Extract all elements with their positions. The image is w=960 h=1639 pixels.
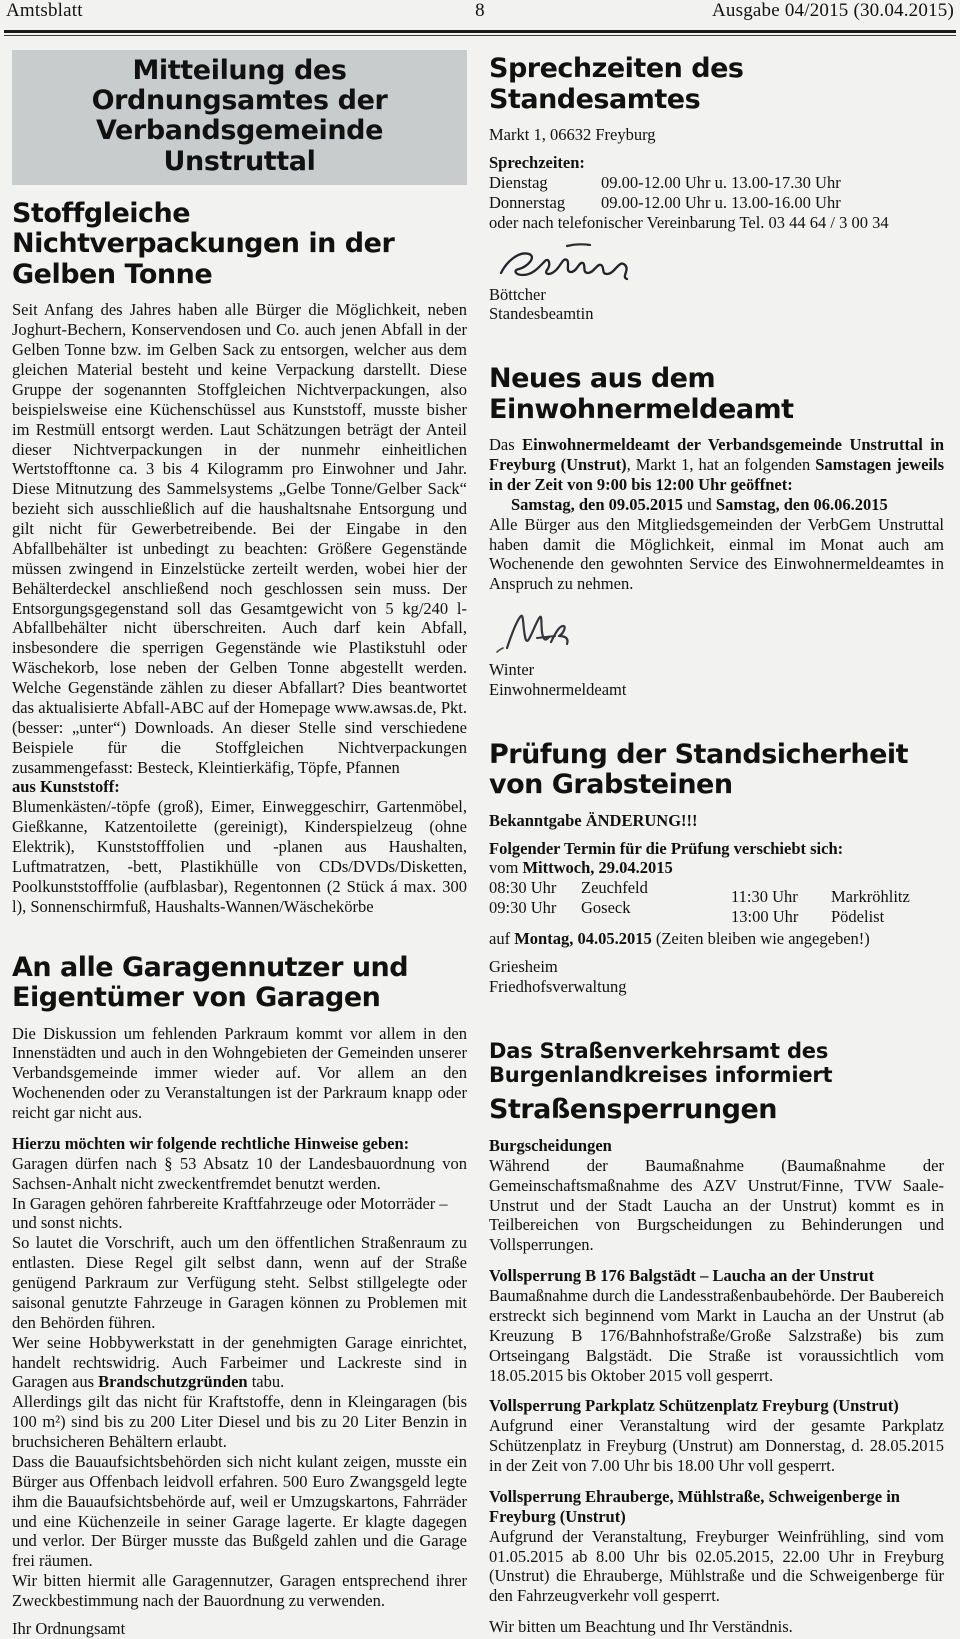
grabsteine-from-date: Mittwoch, 29.04.2015 xyxy=(522,858,673,878)
ema-text-a: Das xyxy=(489,435,523,455)
hours-times: 09.00-12.00 Uhr u. 13.00-16.00 Uhr xyxy=(601,192,841,212)
hours-day: Donnerstag xyxy=(489,192,566,212)
address-gap xyxy=(489,145,944,153)
announce-gap xyxy=(489,831,944,839)
article-heading-garagen: An alle Garagennutzer und Eigentümer von Garagen xyxy=(12,951,409,1014)
right-column xyxy=(489,50,944,1639)
garagen-brandschutz-bold: Brandschutzgründen xyxy=(98,1372,248,1392)
standesamt-hours-table xyxy=(489,173,944,213)
schedule-time: 11:30 Uhr xyxy=(731,887,798,907)
article-heading-strassenverkehrsamt: Das Straßenverkehrsamt des Burgenlandkreises informiert xyxy=(489,1038,833,1088)
masthead-issue-info: Ausgabe 04/2015 (30.04.2015) xyxy=(711,0,954,21)
masthead-page-number: 8 xyxy=(475,0,485,21)
ema-hours-bold: Samstagen jeweils in der Zeit von 9:00 bis 12:00 Uhr geöffnet: xyxy=(489,455,944,494)
article-body-stoffgleiche: Seit Anfang des Jahres haben alle Bürger die Möglichkeit, neben Joghurt-Bechern, Konservendosen und Co. auch jenen Abfall in der Gelben Tonne bzw. im Gelben Sack zu entsorgen, welcher aus dem gleichen Material besteht und keine Verpackung darstellt. Diese Gruppe der sogenannten Stoffgleichen Nichtverpackungen, also beispielsweise eine Küchenschüssel aus Kunststoff, musste bisher im Restmüll entsorgt werden. Laut Schätzungen beträgt der Anteil dieser Nichtverpackungen in der nunmehr einheitlichen Wertstofftonne ca. 3 bis 4 Kilogramm pro Einwohner und Jahr. Diese Mitnutzung des Sammelsystems „Gelbe Tonne/Gelber Sack“ bezieht sich ausschließlich auf die haushaltsnahe Entsorgung und gilt nicht für Gewerbetreibende. Bei der Eingabe in den Abfallbehälter ist unbedingt zu beachten: Größere Gegenstände müssen zwingend in Einzelstücke zerteilt werden, wobei hier der Behälterdeckel anschließend noch geschlossen sein muss. Der Entsorgungsgegenstand soll das Gesamtgewicht von 5 kg/240 l-Abfallbehälter nicht überschreiten. Auch darf kein Abfall, insbesondere die sperrigen Gegenstände wie Plastikstuhl oder Wäschekorb, lose neben der Gelben Tonne abgestellt werden. Welche Gegenstände zählen zu dieser Abfallart? Dies beantwortet das aktualisierte Abfall-ABC auf der Homepage www.awsas.de, Pkt. (besser: „unter“) Downloads. An dieser Stelle sind verschiedene Beispiele für die Stoffgleichen Nichtverpackungen zusammengefasst: Besteck, Kleintierkäfig, Töpfe, Pfannen xyxy=(12,300,467,777)
einwohnermeldeamt-body: Alle Bürger aus den Mitgliedsgemeinden der VerbGem Unstruttal haben damit die Möglichkeit, einmal im Monat auch am Wochenende den gewohnten Service des Einwohnermeldeamtes in Anspruch zu nehmen. xyxy=(489,514,944,594)
grabsteine-signer-role: Friedhofsverwaltung xyxy=(489,976,627,996)
signoff-gap xyxy=(12,1611,467,1619)
garagen-para-bauaufsicht: Dass die Bauaufsichtsbehörden sich nicht kulant zeigen, musste ein Bürger aus Offenbach leidvoll erfahren. 500 Euro Zwangsgeld legte ihm die Bauaufsichtsbehörde auf, weil er Umzugskartons, Fahrräder und eine Küchenzeile in seiner Garage lagerte. Er klagte dagegen und verlor. Der Bürger musste das Bußgeld zahlen und die Garage frei räumen. xyxy=(12,1451,467,1571)
standesamt-signer-role: Standesbeamtin xyxy=(489,304,594,324)
garagen-para-fahrzeuge: In Garagen gehören fahrbereite Kraftfahrzeuge oder Motorräder – und sonst nichts. xyxy=(12,1193,448,1233)
garagen-hobby-text-a: Wer seine Hobbywerkstatt in der genehmigten Garage einrichtet, handelt rechtswidrig. Auch Farbeimer und Lackreste sind in Garagen aus xyxy=(12,1332,467,1392)
ema-date-first: Samstag, den 09.05.2015 xyxy=(511,494,683,514)
grabsteine-to-date: Montag, 04.05.2015 xyxy=(514,929,652,949)
ema-office-bold: Einwohnermeldeamt der Verbandsgemeinde Unstruttal in Freyburg (Unstrut) xyxy=(489,435,944,474)
ordnungsamt-banner-title: Mitteilung des Ordnungsamtes der Verbandsgemeinde Unstruttal xyxy=(12,50,467,185)
ema-date-second: Samstag, den 06.06.2015 xyxy=(715,494,888,514)
schedule-place: Goseck xyxy=(581,898,631,918)
grabsteine-announcement: Bekanntgabe ÄNDERUNG!!! xyxy=(489,810,698,830)
schedule-place: Zeuchfeld xyxy=(581,878,648,898)
grabsteine-to-line xyxy=(489,929,944,949)
garagen-para-vorschrift: So lautet die Vorschrift, auch um den öffentlichen Straßenraum zu entlasten. Diese Regel gilt selbst dann, wenn auf der Straße genügend Parkraum zur Verfügung steht. Selbst stillgelegte oder saisonal genutzte Fahrzeuge in Garagen können zu Problemen mit den Behörden führen. xyxy=(12,1233,467,1332)
article-heading-sprechzeiten: Sprechzeiten des Standesamtes xyxy=(489,53,744,115)
schedule-place: Markröhlitz xyxy=(831,887,910,907)
sperrung-body: Während der Baumaßnahme (Baumaßnahme der Gemeinschaftsmaßnahme des AZV Unstrut/Finne, TVW Saale-Unstrut und der Stadt Laucha an der Unstrut) kommt es in Teilbereichen von Burgscheidungen zu Behinderungen und Vollsperrungen. xyxy=(489,1155,944,1255)
standesamt-signer-name: Böttcher xyxy=(489,284,546,304)
grabsteine-to-note: (Zeiten bleiben wie angegeben!) xyxy=(651,929,870,949)
signoff-gap xyxy=(489,949,944,957)
subheading-aus-kunststoff: aus Kunststoff: xyxy=(12,777,120,797)
garagen-para-kraftstoffe: Allerdings gilt das nicht für Kraftstoffe, denn in Kleingaragen (bis 100 m²) sind bis zu 200 Liter Diesel und bis zu 20 Liter Benzin in bruchsicheren Behältern erlaubt. xyxy=(12,1392,467,1452)
masthead-publication-name: Amtsblatt xyxy=(6,0,83,21)
grabsteine-from-label: vom xyxy=(489,858,523,878)
article-heading-grabsteine: Prüfung der Standsicherheit von Grabsteinen xyxy=(489,738,909,801)
sperrung-title: Vollsperrung Ehrauberge, Mühlstraße, Schweigenberge in Freyburg (Unstrut) xyxy=(489,1486,900,1526)
sperrung-body: Aufgrund der Veranstaltung, Freyburger Weinfrühling, sind vom 01.05.2015 ab 8.00 Uhr bis 02.05.2015, 22.00 Uhr in Freyburg (Unstrut) die Ehrauberge, Mühlstraße und die Schweigenberge für den Fahrzeugverkehr voll gesperrt. xyxy=(489,1526,944,1606)
signature-boettcher xyxy=(493,239,653,283)
standesamt-address: Markt 1, 06632 Freyburg xyxy=(489,125,656,144)
garagen-para-paragraph53: Garagen dürfen nach § 53 Absatz 10 der Landesbauordnung von Sachsen-Anhalt nicht zweckentfremdet benutzt werden. xyxy=(12,1153,467,1193)
standesamt-appointment-note: oder nach telefonischer Vereinbarung Tel. 03 44 64 / 3 00 34 xyxy=(489,212,889,232)
standesamt-hours-label: Sprechzeiten: xyxy=(489,152,585,172)
article-heading-stoffgleiche: Stoffgleiche Nichtverpackungen in der Gelben Tonne xyxy=(12,197,395,290)
sperrung-body: Aufgrund einer Veranstaltung wird der gesamte Parkplatz Schützenplatz in Freyburg (Unstrut) am Donnerstag, d. 28.05.2015 in der Zeit von 7.00 Uhr bis 18.00 Uhr voll gesperrt. xyxy=(489,1416,944,1476)
article-heading-einwohnermeldeamt: Neues aus dem Einwohnermeldeamt xyxy=(489,363,794,425)
left-column xyxy=(12,50,467,1639)
grabsteine-lead: Folgender Termin für die Prüfung verschiebt sich: xyxy=(489,838,844,858)
hours-times: 09.00-12.00 Uhr u. 13.00-17.30 Uhr xyxy=(601,172,841,192)
einwohnermeldeamt-intro xyxy=(489,435,944,495)
sperrung-body: Baumaßnahme durch die Landesstraßenbaubehörde. Der Baubereich erstreckt sich beginnend vom Markt in Laucha an der Unstrut (ab Kreuzung B 176/Bahnhofstraße/Große Salzstraße) bis zum Ortseingang Balgstädt. Die Straße ist voraussichtlich vom 18.05.2015 bis Oktober 2015 voll gesperrt. xyxy=(489,1286,944,1385)
two-column-body xyxy=(0,36,960,1639)
grabsteine-to-label: auf xyxy=(489,929,515,949)
article-list-kunststoff: Blumenkästen/-töpfe (groß), Eimer, Einweggeschirr, Gartenmöbel, Gießkanne, Katzentoilette (gereinigt), Kinderspielzeug (ohne Elektrik), Kunststofffolien und -planen aus Haushalten, Luftmatratzen, -bett, Plastikhülle von CDs/DVDs/Disketten, Poolkunststofffolie (aufblasbar), Regentonnen (2 Stück á max. 300 l), Sonnenschirmfuß, Haushalts-Wannen/Wäschekörbe xyxy=(12,797,467,916)
einwohnermeldeamt-signer-role: Einwohnermeldeamt xyxy=(489,679,627,699)
sperrung-title: Vollsperrung B 176 Balgstädt – Laucha an der Unstrut xyxy=(489,1266,875,1286)
einwohnermeldeamt-signer-name: Winter xyxy=(489,660,535,680)
hours-day: Dienstag xyxy=(489,172,548,192)
garagen-hobby-text-c: tabu. xyxy=(247,1372,285,1392)
sperrung-title: Vollsperrung Parkplatz Schützenplatz Freyburg (Unstrut) xyxy=(489,1396,899,1416)
section-gap xyxy=(489,700,944,726)
ema-text-c: , Markt 1, hat an folgenden xyxy=(626,455,816,474)
sperrung-title: Burgscheidungen xyxy=(489,1135,612,1155)
ema-date-conjunction: und xyxy=(682,494,716,514)
grabsteine-signer-name: Griesheim xyxy=(489,957,558,977)
page-masthead xyxy=(0,0,960,30)
sperrung-closing-note: Wir bitten um Beachtung und Ihr Verständnis. xyxy=(489,1617,793,1637)
section-gap xyxy=(489,997,944,1023)
schedule-time: 08:30 Uhr xyxy=(489,878,557,898)
garagen-para-bitte: Wir bitten hiermit alle Garagennutzer, Garagen entsprechend ihrer Zweckbestimmung nach der Bauordnung zu verwenden. xyxy=(12,1571,467,1611)
einwohnermeldeamt-dates xyxy=(489,495,944,515)
masthead-rule-thick xyxy=(4,30,956,33)
garagen-legal-lead: Hierzu möchten wir folgende rechtliche Hinweise geben: xyxy=(12,1133,410,1153)
schedule-place: Pödelist xyxy=(831,907,885,927)
garagen-para-intro: Die Diskussion um fehlenden Parkraum kommt vor allem in den Innenstädten und auch in den Wohngebieten der Gemeinden unserer Verbandsgemeinde immer wieder auf. Vor allem an den Wochenenden oder zu Veranstaltungen ist der Parkraum knapp oder reicht gar nicht aus. xyxy=(12,1023,467,1123)
grabsteine-schedule-table xyxy=(489,878,944,927)
schedule-time: 13:00 Uhr xyxy=(731,907,799,927)
article-heading-strassensperrungen: Straßensperrungen xyxy=(489,1094,777,1126)
grabsteine-from-line xyxy=(489,858,944,878)
signature-winter xyxy=(493,608,603,658)
section-gap xyxy=(12,917,467,943)
schedule-time: 09:30 Uhr xyxy=(489,898,557,918)
section-gap xyxy=(489,324,944,350)
garagen-para-hobbywerkstatt xyxy=(12,1333,467,1393)
garagen-signoff: Ihr Ordnungsamt xyxy=(12,1618,126,1638)
